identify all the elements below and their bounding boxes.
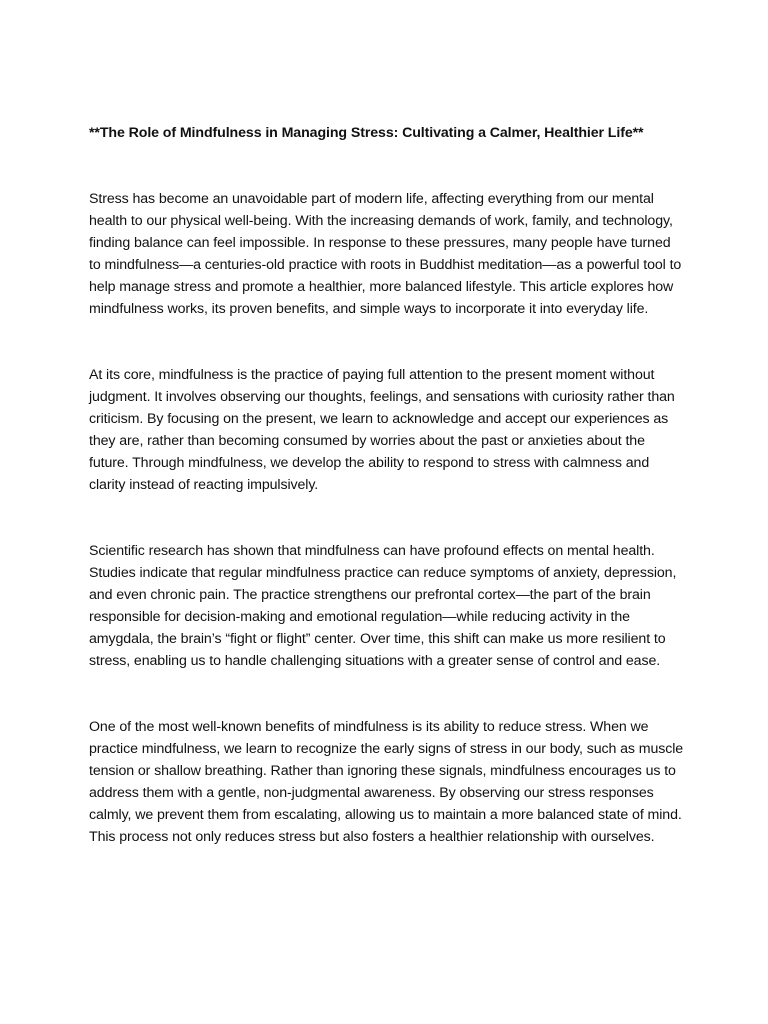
paragraph-stress-reduction: One of the most well-known benefits of mindfulness is its ability to reduce stress. When we practice mindfulness, we learn to recognize the early signs of stress in our body, such as muscle tension or shallow breathing. Rather than ignoring these signals, mindfulness encourages us to address them with a gentle, non-judgmental awareness. By observing our stress responses calmly, we prevent them from escalating, allowing us to maintain a more balanced state of mind. This process not only reduces stress but also fosters a healthier relationship with ourselves. [89,719,684,845]
paragraph-research: Scientific research has shown that mindfulness can have profound effects on mental health. Studies indicate that regular mindfulness practice can reduce symptoms of anxiety, depression, and even chronic pain. The practice strengthens our prefrontal cortex—the part of the brain responsible for decision-making and emotional regulation—while reducing activity in the amygdala, the brain’s “fight or flight” center. Over time, this shift can make us more resilient to stress, enabling us to handle challenging situations with a greater sense of control and ease. [89,543,677,669]
document-title: **The Role of Mindfulness in Managing Stress: Cultivating a Calmer, Healthier Life** [89,125,644,141]
paragraph-definition: At its core, mindfulness is the practice of paying full attention to the present moment without judgment. It involves observing our thoughts, feelings, and sensations with curiosity rather than criticism. By focusing on the present, we learn to acknowledge and accept our experiences as they are, rather than becoming consumed by worries about the past or anxieties about the future. Through mindfulness, we develop the ability to respond to stress with calmness and clarity instead of reacting impulsively. [89,367,675,493]
document-page [89,122,685,892]
paragraph-intro: Stress has become an unavoidable part of modern life, affecting everything from our mental health to our physical well-being. With the increasing demands of work, family, and technology, finding balance can feel impossible. In response to these pressures, many people have turned to mindfulness—a centuries-old practice with roots in Buddhist meditation—as a powerful tool to help manage stress and promote a healthier, more balanced lifestyle. This article explores how mindfulness works, its proven benefits, and simple ways to incorporate it into everyday life. [89,191,682,317]
